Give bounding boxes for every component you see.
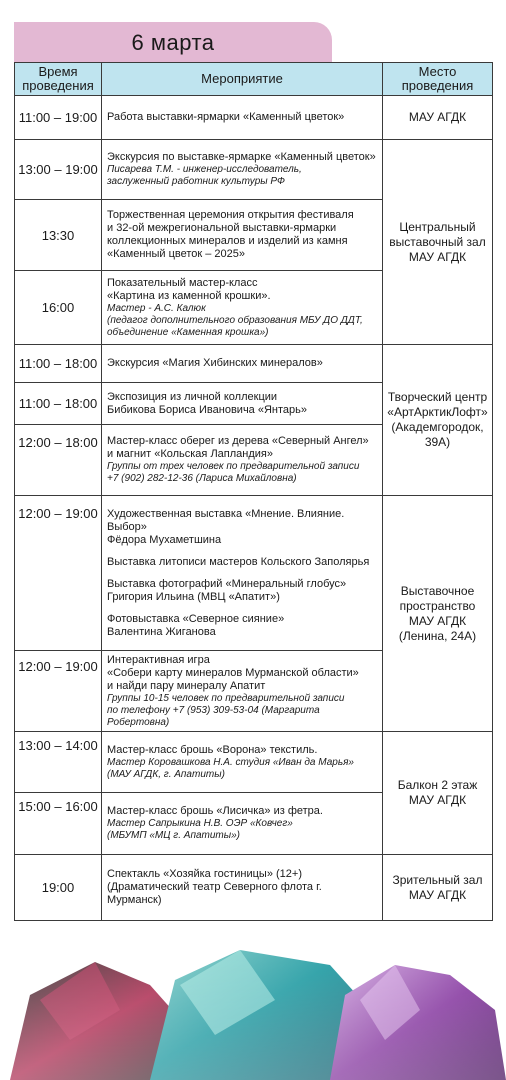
row-event xyxy=(102,271,383,345)
event-line: Григория Ильина (МВЦ «Апатит») xyxy=(107,590,280,603)
event-line: и 32-ой межрегиональной выставки-ярмарки xyxy=(107,222,337,234)
date-tab xyxy=(14,22,332,62)
event-line: коллекционных минералов и изделий из камня xyxy=(107,235,348,247)
event-note: (педагог дополнительного образования МБУ ДО ДДТ, xyxy=(107,314,363,326)
event-note: объединение «Каменная крошка») xyxy=(107,326,269,338)
line-gap xyxy=(107,569,378,578)
table-row xyxy=(15,96,493,140)
event-note: Мастер Сапрыкина Н.В. ОЭР «Ковчег» xyxy=(107,818,293,829)
event-line: Мастер-класс оберег из дерева «Северный Ангел» xyxy=(107,435,369,447)
event-note: по телефону +7 (953) 309-53-04 (Маргарита Робертовна) xyxy=(107,704,320,728)
row-event xyxy=(102,383,383,425)
table-header-row xyxy=(15,63,493,96)
event-line: Фотовыставка «Северное сияние» xyxy=(107,612,285,625)
event-line: Художественная выставка «Мнение. Влияние. Выбор» xyxy=(107,507,345,533)
row-time: 12:00 – 19:00 xyxy=(15,496,102,651)
minerals-illustration xyxy=(0,940,506,1080)
row-time: 13:00 – 14:00 xyxy=(15,732,102,793)
row-event xyxy=(102,425,383,496)
event-note: +7 (902) 282-12-36 (Лариса Михайловна) xyxy=(107,473,297,484)
table-row xyxy=(15,855,493,921)
event-line: Экспозиция из личной коллекции xyxy=(107,390,278,403)
table-row xyxy=(15,496,493,651)
event-line: «Картина из каменной крошки». xyxy=(107,289,271,302)
event-line: Фёдора Мухаметшина xyxy=(107,533,222,546)
event-line: (Драматический театр Северного флота г. Мурманск) xyxy=(107,881,322,906)
row-event xyxy=(102,345,383,383)
event-note: Писарева Т.М. - инженер-исследователь, xyxy=(107,164,302,175)
row-time: 12:00 – 18:00 xyxy=(15,425,102,496)
date-label: 6 марта xyxy=(131,30,215,55)
row-time: 12:00 – 19:00 xyxy=(15,651,102,732)
row-time: 13:00 – 19:00 xyxy=(15,140,102,200)
event-note: (МАУ АГДК, г. Апатиты) xyxy=(107,768,225,780)
event-note: Группы 10-15 человек по предварительной записи xyxy=(107,692,345,704)
place-cell: Зрительный зал МАУ АГДК xyxy=(383,855,493,921)
header-place: Место проведения xyxy=(383,63,493,96)
row-time: 16:00 xyxy=(15,271,102,345)
table-row xyxy=(15,732,493,793)
row-time: 11:00 – 18:00 xyxy=(15,345,102,383)
event-line: Валентина Жиганова xyxy=(107,625,216,638)
line-gap xyxy=(107,604,378,613)
event-line: и магнит «Кольская Лапландия» xyxy=(107,448,273,460)
illustration-fade xyxy=(0,940,506,1080)
event-line: Спектакль «Хозяйка гостиницы» (12+) xyxy=(107,868,302,880)
event-line: Выставка фотографий «Минеральный глобус» xyxy=(107,577,347,590)
event-line: Выставка литописи мастеров Кольского Заполярья xyxy=(107,555,370,568)
place-cell: Балкон 2 этаж МАУ АГДК xyxy=(383,732,493,855)
event-line: Торжественная церемония открытия фестиваля xyxy=(107,209,354,221)
event-note: Мастер - А.С. Калюк xyxy=(107,302,206,314)
header-event: Мероприятие xyxy=(102,63,383,96)
event-line: Бибикова Бориса Ивановича «Янтарь» xyxy=(107,403,307,416)
row-time: 15:00 – 16:00 xyxy=(15,793,102,855)
place-cell: Выставочное пространство МАУ АГДК (Ленина, 24А) xyxy=(383,496,493,732)
schedule-table xyxy=(14,62,493,921)
place-cell: Центральный выставочный зал МАУ АГДК xyxy=(383,140,493,345)
event-line: Мастер-класс брошь «Ворона» текстиль. xyxy=(107,743,318,756)
row-time: 11:00 – 19:00 xyxy=(15,96,102,140)
table-row xyxy=(15,140,493,200)
row-time: 11:00 – 18:00 xyxy=(15,383,102,425)
event-line: Работа выставки-ярмарки «Каменный цветок» xyxy=(107,111,345,123)
event-line: Мастер-класс брошь «Лисичка» из фетра. xyxy=(107,805,323,817)
event-line: и найди пару минералу Апатит xyxy=(107,679,266,692)
row-event xyxy=(102,793,383,855)
header-time: Время проведения xyxy=(15,63,102,96)
event-note: (МБУМП «МЦ г. Апатиты») xyxy=(107,830,240,841)
row-event xyxy=(102,96,383,140)
row-time: 19:00 xyxy=(15,855,102,921)
place-cell: МАУ АГДК xyxy=(383,96,493,140)
table-row xyxy=(15,345,493,383)
row-event xyxy=(102,651,383,732)
row-time: 13:30 xyxy=(15,200,102,271)
event-line: «Собери карту минералов Мурманской области» xyxy=(107,666,359,679)
event-line: Экскурсия «Магия Хибинских минералов» xyxy=(107,357,323,369)
place-cell: Творческий центр «АртАрктикЛофт» (Академгородок, 39А) xyxy=(383,345,493,496)
event-note: Мастер Коровашкова Н.А. студия «Иван да Марья» xyxy=(107,756,354,768)
row-event xyxy=(102,732,383,793)
event-line: Интерактивная игра xyxy=(107,653,210,666)
row-event xyxy=(102,496,383,651)
event-note: Группы от трех человек по предварительной записи xyxy=(107,461,360,472)
row-event xyxy=(102,855,383,921)
row-event xyxy=(102,140,383,200)
line-gap xyxy=(107,547,378,556)
row-event xyxy=(102,200,383,271)
event-note: заслуженный работник культуры РФ xyxy=(107,176,285,187)
event-line: «Каменный цветок – 2025» xyxy=(107,248,246,260)
event-line: Экскурсия по выставке-ярмарке «Каменный цветок» xyxy=(107,151,376,163)
event-line: Показательный мастер-класс xyxy=(107,276,258,289)
